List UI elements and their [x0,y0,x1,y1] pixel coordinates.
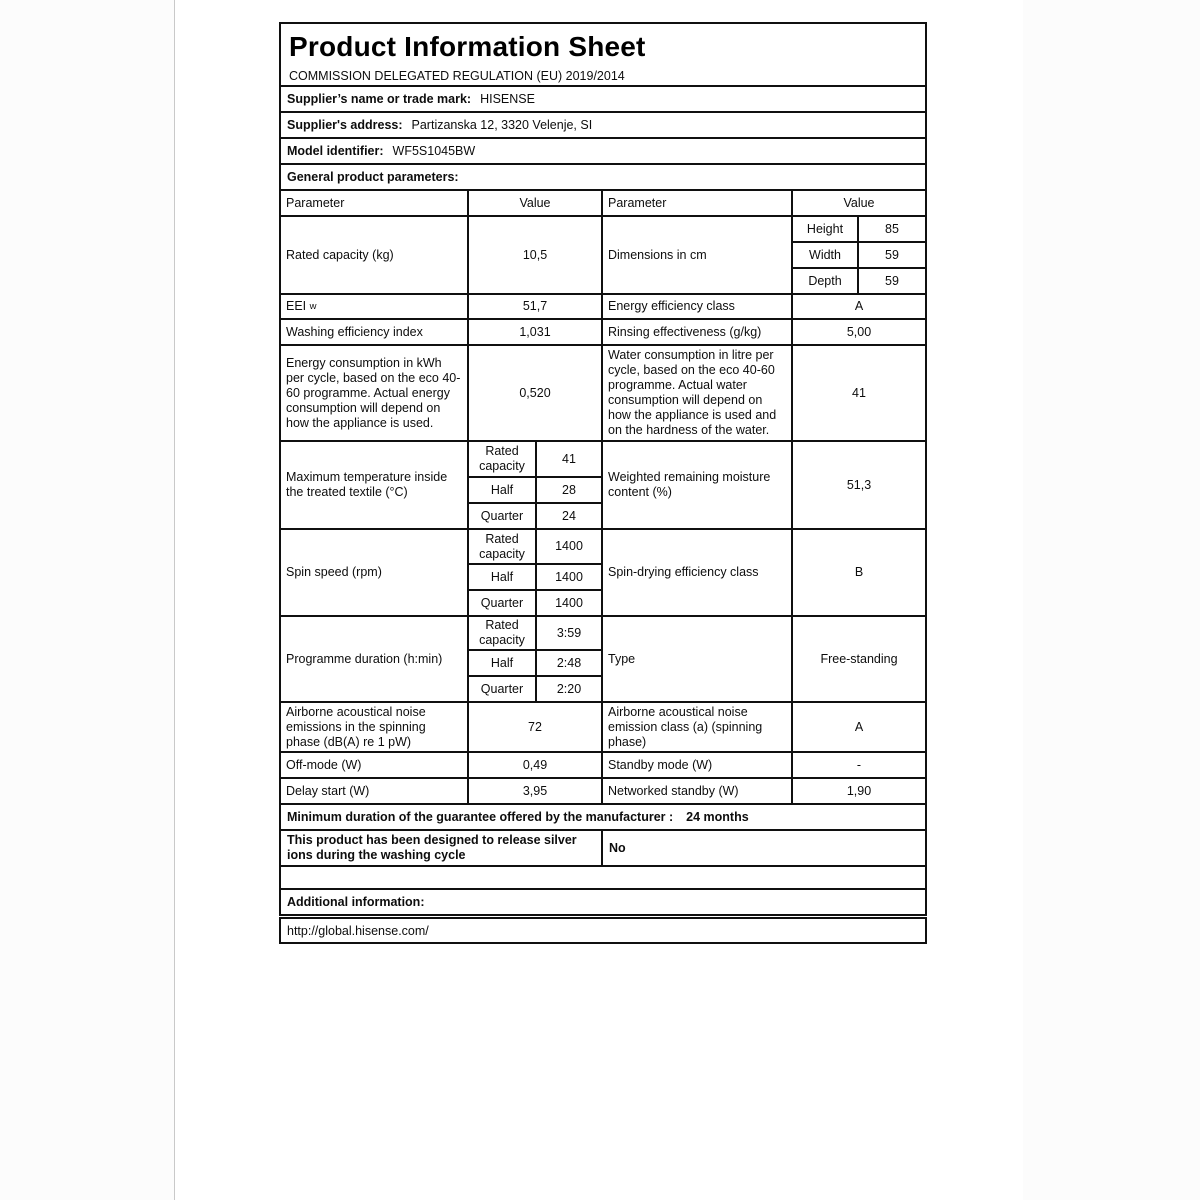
max-temp-half-label: Half [469,478,537,502]
washing-index-label: Washing efficiency index [281,320,469,344]
dimension-height-row [793,217,925,243]
spin-quarter-value: 1400 [555,595,583,610]
washing-index-row [281,320,925,346]
supplier-name-label: Supplier’s name or trade mark: [287,91,472,106]
empty-row [281,867,925,890]
viewer-right-margin [1023,0,1200,1200]
supplier-address-label: Supplier's address: [287,117,403,132]
spin-rated-value: 1400 [555,539,583,553]
supplier-address-row [281,113,925,139]
title-block [281,24,925,87]
max-temp-rated-row [469,442,601,478]
spin-half-value: 1400 [555,569,583,584]
supplier-name-row [281,87,925,113]
duration-half-value: 2:48 [556,655,582,670]
dimension-depth-value: 59 [885,273,899,288]
energy-consumption-value: 0,520 [469,346,603,440]
spin-half-label: Half [469,565,537,589]
noise-row [281,703,925,753]
silver-ions-value: No [609,840,626,855]
duration-quarter-label: Quarter [469,677,537,701]
networked-standby-value: 1,90 [846,783,872,798]
rated-capacity-row [281,217,925,295]
moisture-value: 51,3 [846,477,872,492]
website-box [279,917,927,944]
programme-duration-row [281,617,925,703]
off-mode-row [281,753,925,779]
type-label: Type [603,617,793,701]
delay-start-value: 3,95 [469,779,603,803]
max-temperature-values [469,442,603,528]
delay-start-label: Delay start (W) [281,779,469,803]
energy-class-label: Energy efficiency class [603,295,793,318]
delay-start-row [281,779,925,805]
spin-half-row [469,565,601,591]
max-temp-quarter-label: Quarter [469,504,537,528]
additional-info-label: Additional information: [287,894,425,909]
additional-info-row [281,890,925,914]
viewer-left-margin [0,0,175,1200]
off-mode-value: 0,49 [469,753,603,777]
rated-capacity-value: 10,5 [469,217,603,293]
dimension-height-label: Height [793,217,859,241]
dimensions-values [793,217,925,293]
dimension-width-value: 59 [885,247,899,262]
guarantee-label: Minimum duration of the guarantee offered by the manufacturer : [287,809,674,824]
spin-rated-row [469,530,601,565]
type-value: Free-standing [820,651,898,666]
max-temp-half-value: 28 [562,482,576,497]
spin-rated-label: Rated capacity [469,530,537,563]
off-mode-label: Off-mode (W) [281,753,469,777]
spin-speed-label: Spin speed (rpm) [281,530,469,615]
max-temp-quarter-row [469,504,601,528]
water-consumption-label: Water consumption in litre per cycle, based on the eco 40-60 programme. Actual water consumption will depend on how the appliance is used and on the hardness of the water. [603,346,793,440]
silver-ions-label: This product has been designed to release silver ions during the washing cycle [281,831,603,865]
header-parameter-1: Parameter [281,191,469,215]
washing-index-value: 1,031 [469,320,603,344]
dimension-height-value: 85 [885,221,899,236]
max-temperature-label: Maximum temperature inside the treated textile (°C) [281,442,469,528]
standby-value: - [856,757,862,772]
model-identifier-label: Model identifier: [287,143,384,158]
dimension-depth-row [793,269,925,293]
product-information-sheet [279,22,927,916]
duration-half-label: Half [469,651,537,675]
max-temp-rated-label: Rated capacity [469,442,537,476]
page-title: Product Information Sheet [289,31,646,62]
dimension-width-label: Width [793,243,859,267]
rinsing-label: Rinsing effectiveness (g/kg) [603,320,793,344]
general-parameters-label: General product parameters: [287,169,459,184]
programme-duration-values [469,617,603,701]
noise-value: 72 [469,703,603,751]
max-temp-quarter-value: 24 [562,508,576,523]
spin-speed-row [281,530,925,617]
rated-capacity-label: Rated capacity (kg) [281,217,469,293]
dimensions-label: Dimensions in cm [603,217,793,293]
guarantee-row [281,805,925,831]
eei-row [281,295,925,320]
standby-label: Standby mode (W) [603,753,793,777]
energy-consumption-row [281,346,925,442]
max-temp-half-row [469,478,601,504]
header-parameter-2: Parameter [603,191,793,215]
header-value-1: Value [469,191,603,215]
energy-class-value: A [854,299,864,313]
noise-class-value: A [854,719,864,734]
spin-class-value: B [854,565,864,579]
noise-label: Airborne acoustical noise emissions in the spinning phase (dB(A) re 1 pW) [281,703,469,751]
spin-quarter-row [469,591,601,615]
silver-ions-row [281,831,925,867]
noise-class-label: Airborne acoustical noise emission class (a) (spinning phase) [603,703,793,751]
duration-quarter-value: 2:20 [556,681,582,696]
eei-subscript: w [309,301,317,312]
guarantee-value: 24 months [686,809,749,824]
duration-rated-row [469,617,601,651]
duration-quarter-row [469,677,601,701]
table-header-row [281,191,925,217]
programme-duration-label: Programme duration (h:min) [281,617,469,701]
water-consumption-value: 41 [852,385,866,400]
model-identifier-row [281,139,925,165]
networked-standby-label: Networked standby (W) [603,779,793,803]
general-parameters-row [281,165,925,191]
max-temperature-row [281,442,925,530]
eei-value: 51,7 [469,295,603,318]
rinsing-value: 5,00 [846,324,872,339]
dimension-width-row [793,243,925,269]
duration-half-row [469,651,601,677]
energy-consumption-label: Energy consumption in kWh per cycle, based on the eco 40-60 programme. Actual energy consumption will depend on how the appliance is used. [281,346,469,440]
spin-quarter-label: Quarter [469,591,537,615]
moisture-label: Weighted remaining moisture content (%) [603,442,793,528]
dimension-depth-label: Depth [793,269,859,293]
supplier-address-value: Partizanska 12, 3320 Velenje, SI [411,117,593,132]
model-identifier-value: WF5S1045BW [392,143,476,158]
website-link[interactable]: http://global.hisense.com/ [287,923,429,938]
regulation-subtitle: COMMISSION DELEGATED REGULATION (EU) 2019/2014 [289,69,625,83]
duration-rated-label: Rated capacity [469,617,537,649]
header-value-2: Value [843,195,875,210]
spin-class-label: Spin-drying efficiency class [603,530,793,615]
max-temp-rated-value: 41 [562,451,576,466]
spin-speed-values [469,530,603,615]
eei-label [281,295,469,318]
duration-rated-value: 3:59 [556,625,582,640]
supplier-name-value: HISENSE [480,91,535,106]
eei-label-text: EEI [286,299,307,313]
